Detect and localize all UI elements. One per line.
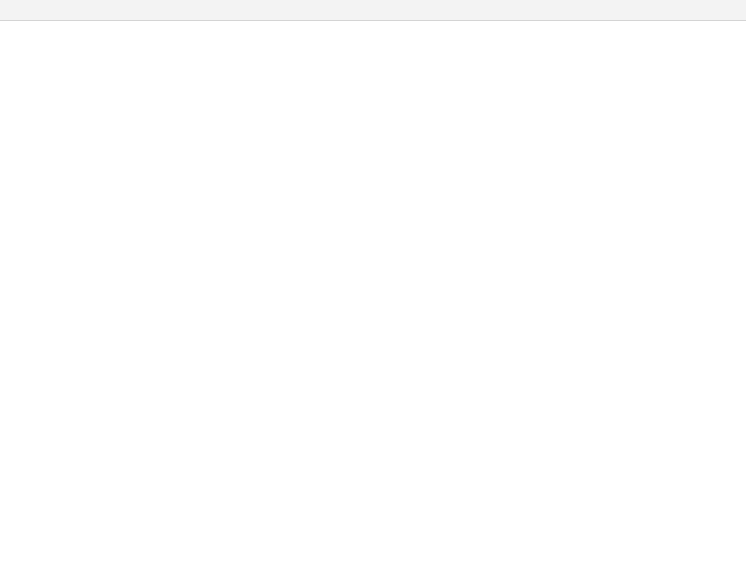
column-header-row	[0, 0, 746, 21]
